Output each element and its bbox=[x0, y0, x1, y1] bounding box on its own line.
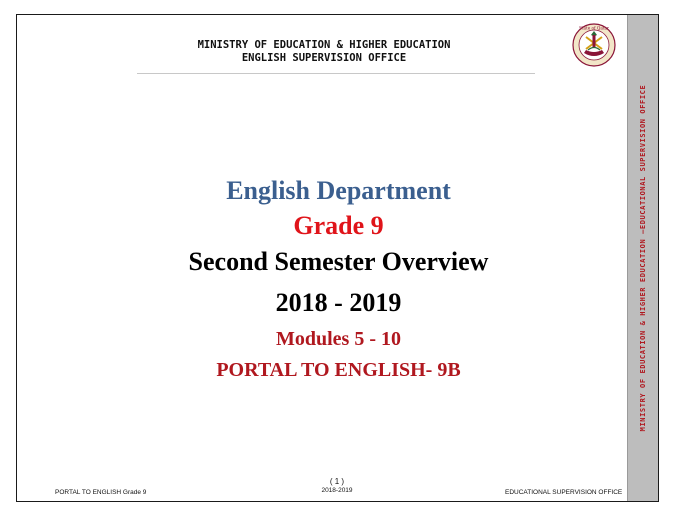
overview-title: Second Semester Overview bbox=[188, 247, 489, 276]
footer-year: 2018-2019 bbox=[321, 487, 353, 494]
footer-center bbox=[307, 477, 367, 494]
department-title: English Department bbox=[226, 176, 451, 205]
title-block bbox=[17, 173, 660, 386]
footer-page-number: ( 1 ) bbox=[329, 477, 345, 486]
modules-range: Modules 5 - 10 bbox=[276, 328, 401, 350]
course-name: PORTAL TO ENGLISH- 9B bbox=[216, 359, 461, 381]
footer-course: PORTAL TO ENGLISH Grade 9 bbox=[55, 489, 147, 496]
header-office: ENGLISH SUPERVISION OFFICE bbox=[241, 52, 407, 64]
header-ministry: MINISTRY OF EDUCATION & HIGHER EDUCATION bbox=[197, 39, 451, 51]
footer-office: EDUCATIONAL SUPERVISION OFFICE bbox=[505, 489, 623, 496]
state-of-qatar-emblem-icon bbox=[572, 23, 616, 67]
header-divider bbox=[137, 73, 535, 74]
academic-years: 2018 - 2019 bbox=[275, 288, 402, 317]
page-header bbox=[17, 39, 631, 65]
document-page bbox=[16, 14, 659, 502]
emblem-lettering: State of Qatar bbox=[578, 25, 610, 31]
side-band-text: MINISTRY OF EDUCATION & HIGHER EDUCATION –EDUCATIONAL SUPERVISION OFFICE bbox=[639, 84, 647, 432]
grade-title: Grade 9 bbox=[293, 211, 384, 240]
